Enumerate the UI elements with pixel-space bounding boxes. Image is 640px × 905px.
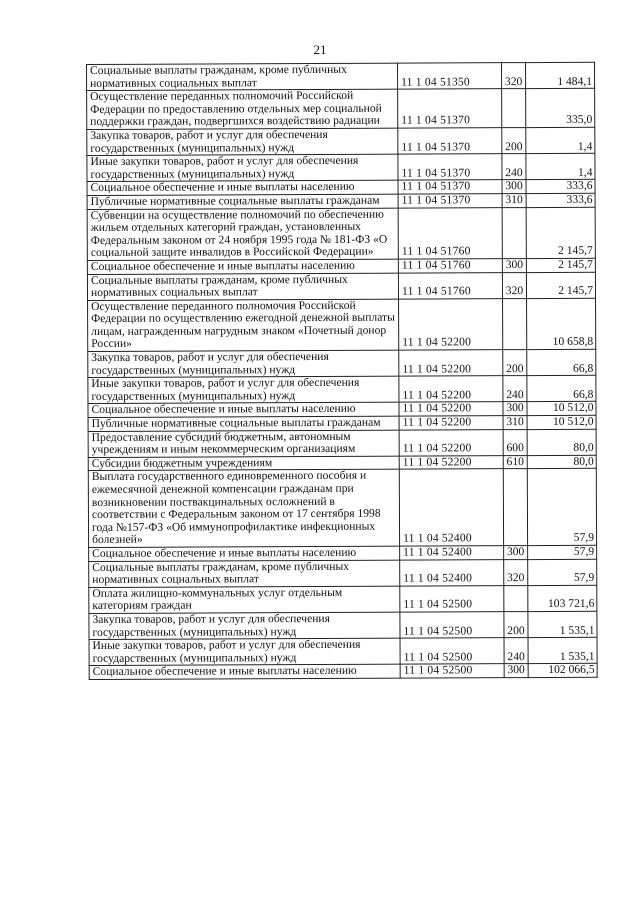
row-name-cell: Оплата жилищно-коммунальных услуг отдельным категориям граждан	[89, 586, 400, 614]
row-kvr-cell: 320	[504, 559, 528, 585]
row-name-cell: Закупка товаров, работ и услуг для обеспечения государственных (муниципальных) нужд	[87, 128, 398, 156]
row-name-cell: Иные закупки товаров, работ и услуг для обеспечения государственных (муниципальных) нужд	[88, 376, 399, 404]
table-row	[87, 127, 595, 155]
row-sum-cell: 80,0	[527, 429, 596, 455]
table-row	[88, 415, 596, 431]
row-code-cell: 11 1 04 51370	[398, 89, 502, 128]
row-sum-cell: 10 512,0	[527, 402, 596, 416]
row-sum-cell: 102 066,5	[528, 664, 597, 678]
row-code-cell: 11 1 04 51350	[397, 63, 501, 90]
table-row	[88, 298, 596, 352]
row-sum-cell: 66,8	[527, 376, 596, 402]
row-code-cell: 11 1 04 52500	[400, 638, 504, 665]
budget-table	[86, 62, 598, 680]
row-name-cell: Осуществление переданных полномочий Российской Федерации по предоставлению отдельных мер социальной поддержки граждан, подвергшихся воздействию радиации	[87, 89, 398, 129]
row-code-cell: 11 1 04 51760	[398, 259, 502, 273]
table-row	[89, 585, 597, 613]
row-name-cell: Социальные выплаты гражданам, кроме публичных нормативных социальных выплат	[87, 63, 398, 91]
row-name-cell: Иные закупки товаров, работ и услуг для обеспечения государственных (муниципальных) нужд	[87, 154, 398, 182]
table-row	[87, 153, 595, 181]
row-kvr-cell	[502, 207, 526, 258]
row-sum-cell: 2 145,7	[526, 272, 595, 298]
row-code-cell: 11 1 04 52200	[399, 455, 503, 469]
row-kvr-cell: 310	[502, 194, 526, 208]
row-kvr-cell	[504, 585, 528, 611]
row-code-cell: 11 1 04 52200	[399, 350, 503, 377]
row-kvr-cell: 200	[504, 612, 528, 638]
row-kvr-cell: 300	[502, 258, 526, 272]
row-sum-cell: 66,8	[527, 349, 596, 375]
row-code-cell: 11 1 04 52200	[399, 429, 503, 456]
row-code-cell: 11 1 04 52200	[399, 298, 503, 350]
row-code-cell: 11 1 04 52500	[400, 585, 504, 612]
row-kvr-cell: 240	[504, 638, 528, 664]
row-sum-cell: 2 145,7	[526, 258, 595, 272]
row-code-cell: 11 1 04 52500	[400, 612, 504, 639]
table-row	[89, 611, 597, 639]
row-kvr-cell	[502, 89, 526, 128]
table-row	[87, 193, 595, 209]
row-kvr-cell: 200	[502, 128, 526, 154]
table-row	[87, 88, 595, 129]
row-code-cell: 11 1 04 51370	[398, 154, 502, 181]
row-name-cell: Социальные выплаты гражданам, кроме публичных нормативных социальных выплат	[87, 273, 398, 301]
row-code-cell: 11 1 04 52400	[400, 546, 504, 560]
row-name-cell: Социальное обеспечение и иные выплаты населению	[87, 180, 398, 195]
row-code-cell: 11 1 04 51760	[398, 272, 502, 299]
table-row	[89, 559, 597, 587]
row-name-cell: Субвенции на осуществление полномочий по обеспечению жильем отдельных категорий граждан, установленных Федеральным законом от 24 ноября 1995 года № 181-ФЗ «О социальной защите инвалидов в Российской Федерации»	[87, 208, 398, 261]
budget-table-body	[87, 62, 598, 679]
row-sum-cell: 57,9	[527, 469, 596, 546]
row-name-cell: Публичные нормативные социальные выплаты гражданам	[87, 194, 398, 209]
row-sum-cell: 1 535,1	[528, 637, 597, 663]
row-name-cell: Закупка товаров, работ и услуг для обеспечения государственных (муниципальных) нужд	[88, 350, 399, 378]
row-kvr-cell: 320	[502, 272, 526, 298]
row-kvr-cell: 200	[503, 350, 527, 376]
table-row	[87, 258, 595, 274]
row-sum-cell: 57,9	[528, 545, 597, 559]
row-sum-cell: 1 484,1	[525, 62, 594, 88]
row-sum-cell: 333,6	[526, 193, 595, 207]
row-kvr-cell: 240	[502, 154, 526, 180]
row-code-cell: 11 1 04 51370	[398, 128, 502, 155]
row-sum-cell: 1,4	[526, 127, 595, 153]
row-name-cell: Социальное обеспечение и иные выплаты населению	[87, 259, 398, 274]
row-code-cell: 11 1 04 52200	[399, 376, 503, 403]
row-kvr-cell: 610	[503, 455, 527, 469]
row-name-cell: Публичные нормативные социальные выплаты гражданам	[88, 416, 399, 431]
row-code-cell: 11 1 04 52400	[400, 559, 504, 586]
row-code-cell: 11 1 04 52400	[399, 469, 503, 546]
row-kvr-cell: 300	[503, 402, 527, 416]
row-kvr-cell: 310	[503, 416, 527, 430]
row-name-cell: Предоставление субсидий бюджетным, автономным учреждениям и иным некоммерческим организациям	[88, 430, 399, 458]
row-code-cell: 11 1 04 52500	[400, 664, 504, 678]
table-row	[89, 664, 597, 680]
row-kvr-cell: 320	[501, 63, 525, 89]
row-code-cell: 11 1 04 51370	[398, 194, 502, 208]
row-sum-cell: 80,0	[527, 455, 596, 469]
row-sum-cell: 10 658,8	[527, 298, 596, 350]
row-sum-cell: 335,0	[526, 88, 595, 127]
row-name-cell: Выплата государственного единовременного пособия и ежемесячной денежной компенсации гражданам при возникновении поствакцинальных осложнений в соответствии с Федеральным законом от 17 сентября 1998 года №157-ФЗ «Об иммунопрофилактике инфекционных болезней»	[88, 470, 399, 548]
page-number: 21	[313, 42, 327, 57]
row-name-cell: Закупка товаров, работ и услуг для обеспечения государственных (муниципальных) нужд	[89, 612, 400, 640]
row-code-cell: 11 1 04 52200	[399, 402, 503, 416]
table-row	[88, 429, 596, 457]
row-code-cell: 11 1 04 51760	[398, 207, 502, 259]
row-sum-cell: 2 145,7	[526, 207, 595, 259]
table-row	[88, 376, 596, 404]
row-kvr-cell: 300	[504, 664, 528, 678]
row-sum-cell: 10 512,0	[527, 415, 596, 429]
row-name-cell: Осуществление переданного полномочия Российской Федерации по осуществлению ежегодной денежной выплаты лицам, награжденным нагрудным знаком «Почетный донор России»	[88, 299, 399, 352]
row-kvr-cell	[503, 298, 527, 349]
row-kvr-cell: 300	[502, 180, 526, 194]
row-name-cell: Социальное обеспечение и иные выплаты населению	[88, 403, 399, 418]
table-row	[88, 349, 596, 377]
row-sum-cell: 1 535,1	[528, 611, 597, 637]
table-row	[89, 637, 597, 665]
row-kvr-cell: 240	[503, 376, 527, 402]
table-row	[88, 469, 596, 548]
row-name-cell: Иные закупки товаров, работ и услуг для обеспечения государственных (муниципальных) нужд	[89, 638, 400, 666]
row-sum-cell: 103 721,6	[528, 585, 597, 611]
row-name-cell: Субсидии бюджетным учреждениям	[88, 456, 399, 471]
row-sum-cell: 1,4	[526, 153, 595, 179]
row-name-cell: Социальное обеспечение и иные выплаты населению	[89, 664, 400, 679]
row-sum-cell: 333,6	[526, 180, 595, 194]
row-code-cell: 11 1 04 51370	[398, 180, 502, 194]
row-name-cell: Социальные выплаты гражданам, кроме публичных нормативных социальных выплат	[89, 560, 400, 588]
row-kvr-cell: 300	[504, 546, 528, 560]
row-sum-cell: 57,9	[528, 559, 597, 585]
row-kvr-cell	[503, 469, 527, 546]
table-row	[87, 62, 595, 90]
table-row	[87, 207, 595, 261]
table-row	[87, 272, 595, 300]
row-code-cell: 11 1 04 52200	[399, 416, 503, 430]
row-kvr-cell: 600	[503, 429, 527, 455]
row-name-cell: Социальное обеспечение и иные выплаты населению	[89, 546, 400, 561]
